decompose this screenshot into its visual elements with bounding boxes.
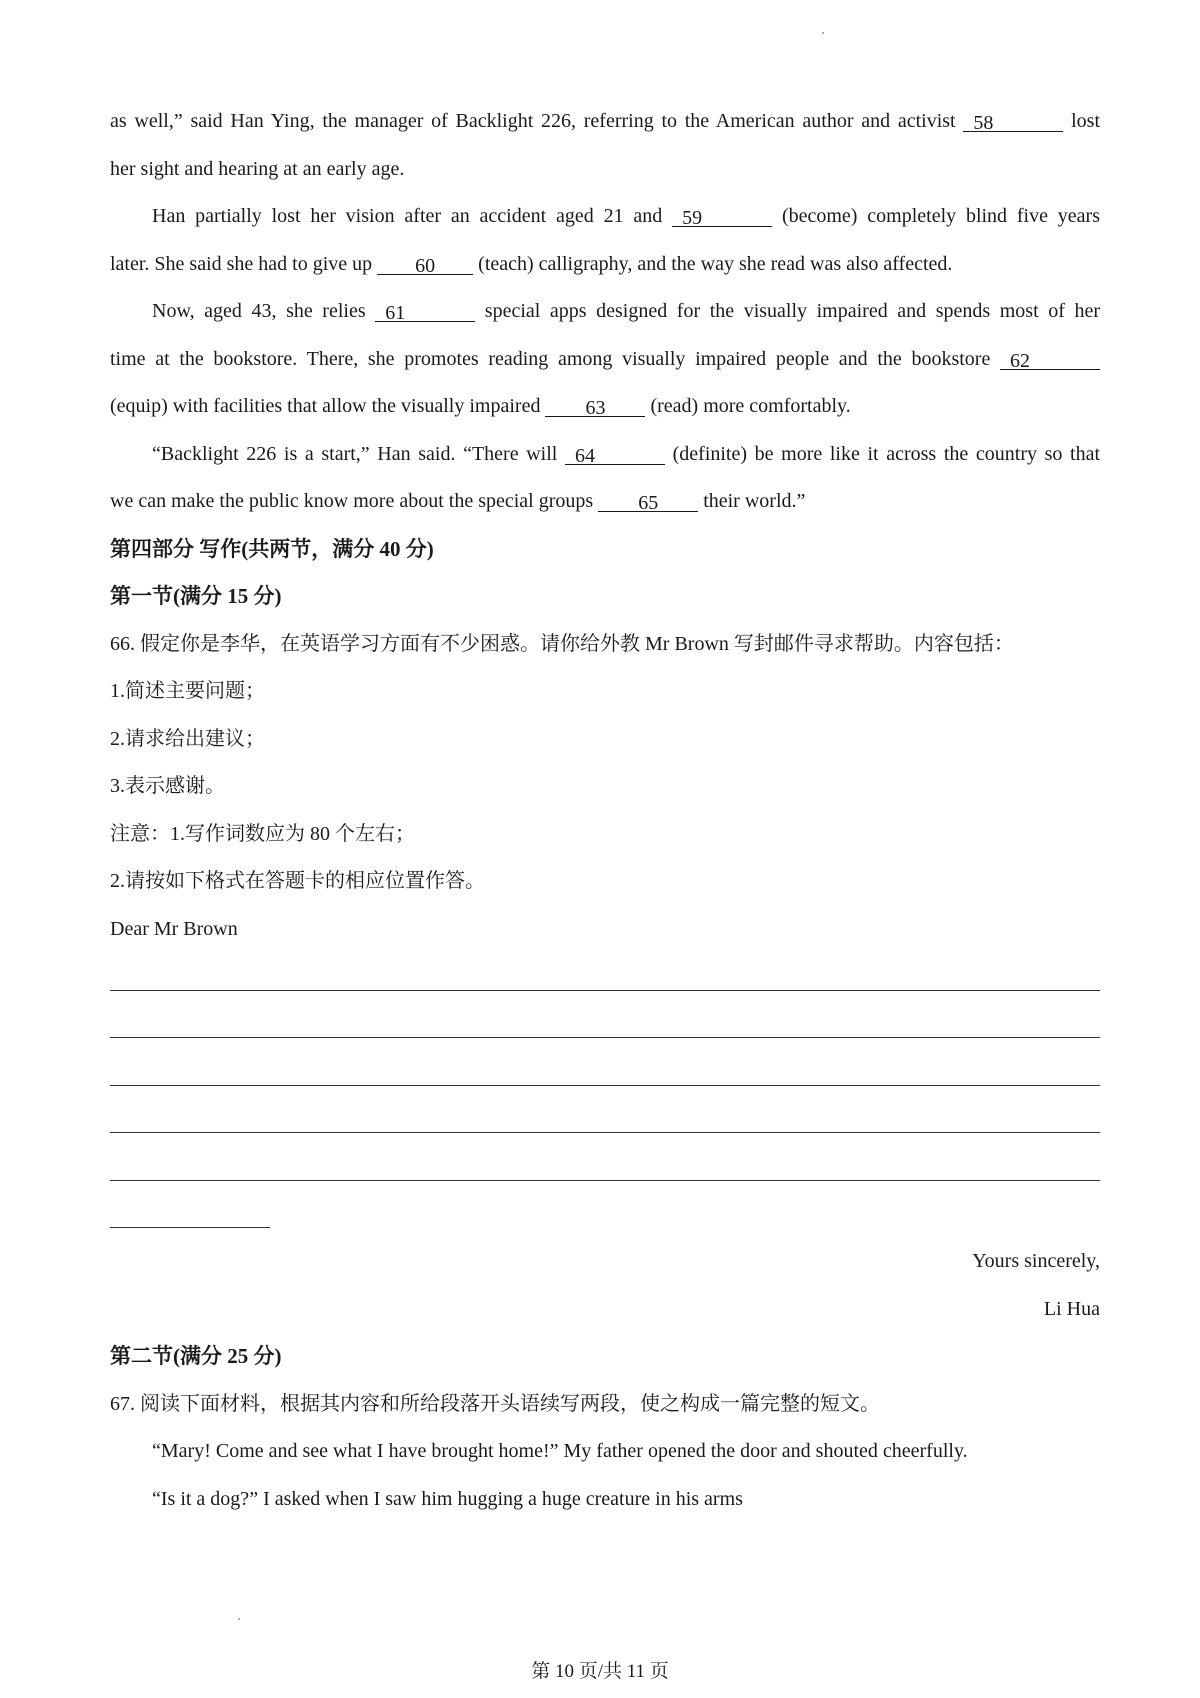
signature: Li Hua [1043,1297,1100,1320]
answer-line [110,1143,1100,1191]
blank-58: 58 [963,111,1063,132]
passage-line [110,241,1100,289]
passage-text: “Backlight 226 is a start,” Han said. “There will [152,442,558,465]
blank-64: 64 [565,444,665,465]
passage-line [110,336,1100,384]
part4-heading: 第四部分 写作(共两节，满分 40 分) [110,536,434,561]
passage-text: later. She said she had to give up [110,252,373,275]
passage-text: we can make the public know more about the special groups [110,490,594,512]
passage-text: special apps designed for the visually impaired and spends most of her [484,300,1100,322]
passage-text: lost [1071,110,1101,132]
section2-heading: 第二节(满分 25 分) [110,1344,282,1368]
passage-line [110,193,1100,241]
content-point: 1.简述主要问题； [110,680,265,702]
passage-text: time at the bookstore. There, she promotes reading among visually impaired people and the bookstore [110,347,991,370]
passage-line [110,98,1100,146]
passage-text: (definite) be more like it across the country so that [672,442,1101,465]
scan-speck [822,32,824,34]
passage-text: (teach) calligraphy, and the way she read was also affected. [478,252,953,275]
blank-59: 59 [672,206,772,227]
passage-text: (read) more comfortably. [650,395,851,417]
blank-60: 60 [377,254,473,275]
answer-line [110,1096,1100,1144]
passage-line [110,478,1100,526]
story-paragraph: “Is it a dog?” I asked when I saw him hugging a huge creature in his arms [152,1487,743,1510]
answer-line [110,1048,1100,1096]
content-point: 3.表示感谢。 [110,775,225,797]
passage-text: her sight and hearing at an early age. [110,157,405,180]
passage-text: as well,” said Han Ying, the manager of Backlight 226, referring to the American author and activist [110,110,956,132]
passage-line [110,146,1100,194]
passage-text: (equip) with facilities that allow the visually impaired [110,395,541,417]
blank-63: 63 [545,396,645,417]
note-line: 注意：1.写作词数应为 80 个左右； [110,822,415,845]
passage-text: Now, aged 43, she relies [152,300,366,322]
story-paragraph: “Mary! Come and see what I have brought home!” My father opened the door and shouted cheerfully. [152,1440,968,1462]
scan-speck [238,1618,240,1620]
content-point: 2.请求给出建议； [110,727,265,750]
passage-line [110,288,1100,336]
section1-heading: 第一节(满分 15 分) [110,584,282,608]
passage-line [110,431,1100,479]
note-line: 2.请按如下格式在答题卡的相应位置作答。 [110,870,485,892]
answer-line [110,1001,1100,1049]
question-67: 67. 阅读下面材料，根据其内容和所给段落开头语续写两段，使之构成一篇完整的短文。 [110,1392,880,1415]
blank-61: 61 [375,301,475,322]
blank-62: 62 [1000,349,1100,370]
passage-text: their world.” [703,490,806,512]
salutation: Dear Mr Brown [110,917,238,940]
page-number: 第 10 页/共 11 页 [531,1661,669,1682]
passage-line [110,383,1100,431]
answer-line [110,953,1100,1001]
answer-line [110,1191,1100,1239]
blank-65: 65 [598,491,698,512]
closing: Yours sincerely, [972,1250,1100,1272]
page-content [110,98,1100,1523]
passage-text: Han partially lost her vision after an accident aged 21 and [152,205,663,227]
passage-text: (become) completely blind five years [781,205,1100,227]
question-66: 66. 假定你是李华，在英语学习方面有不少困惑。请你给外教 Mr Brown 写封邮件寻求帮助。内容包括： [110,632,1014,655]
